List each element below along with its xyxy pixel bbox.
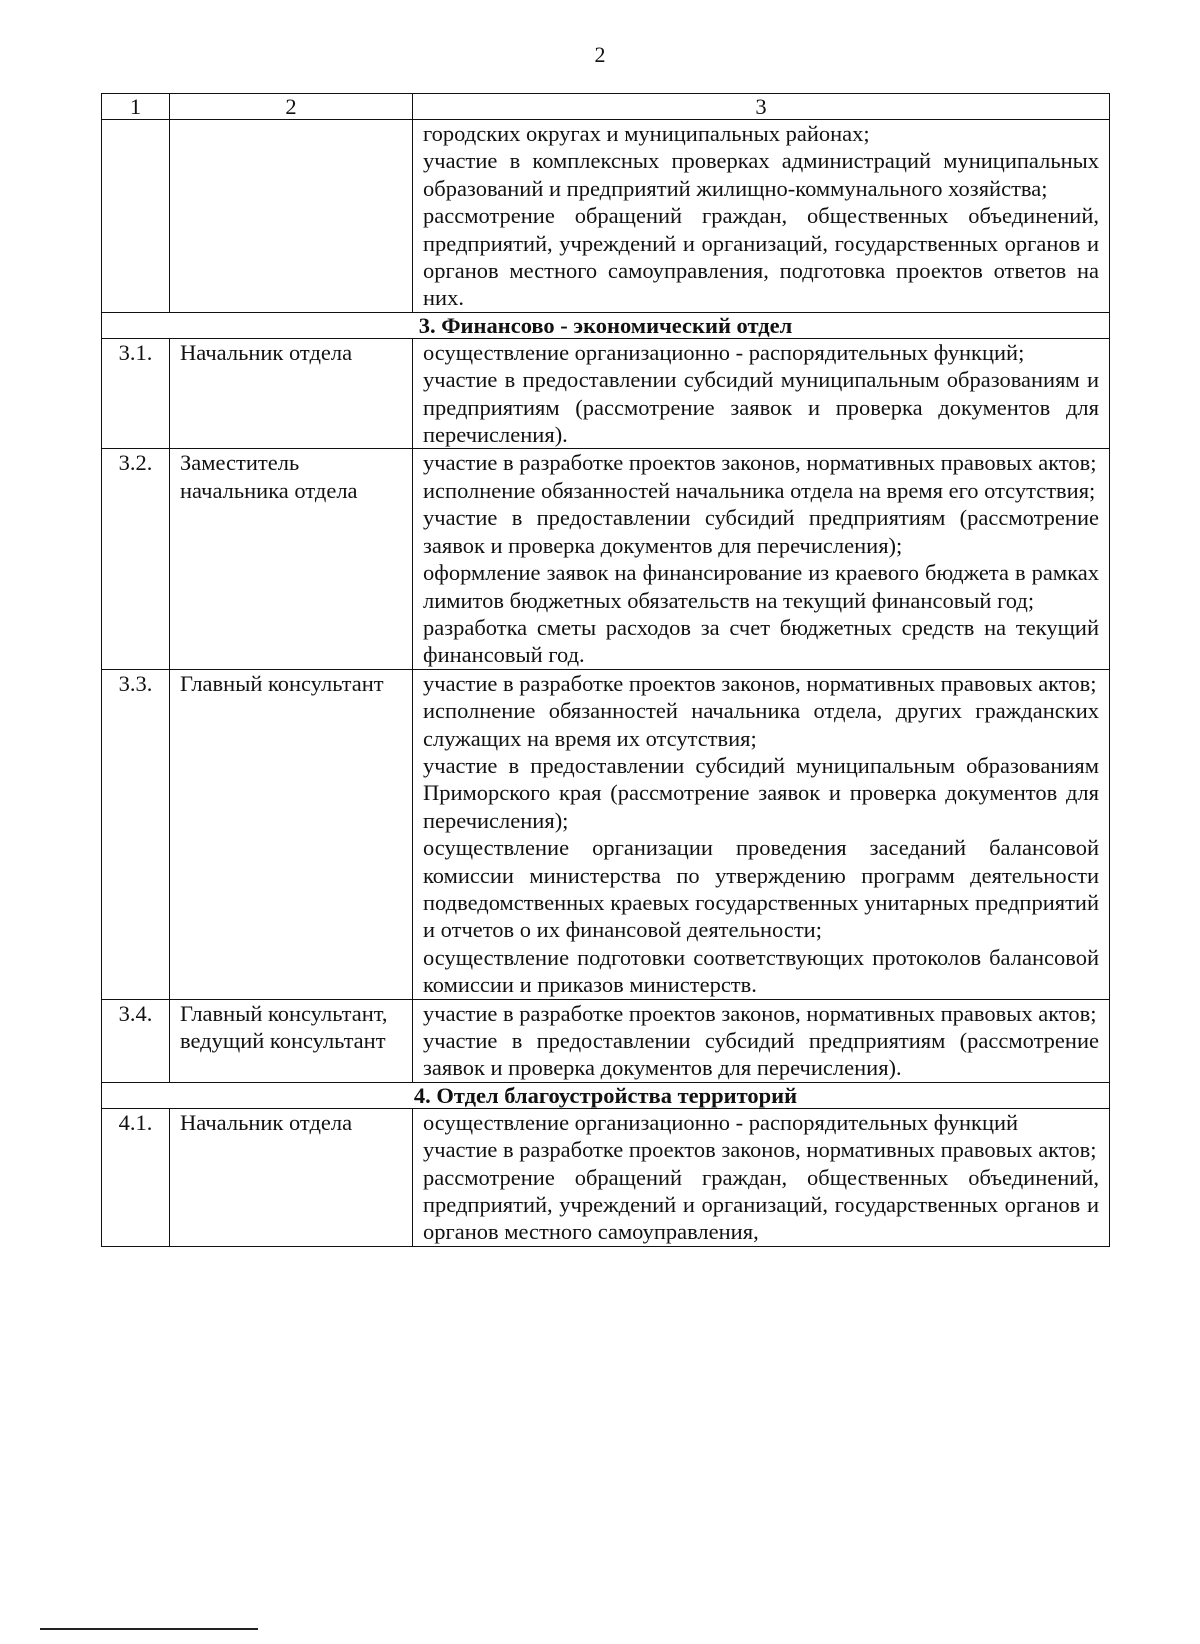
duty-item: участие в разработке проектов законов, нормативных правовых актов; [423, 450, 1097, 476]
row-number: 3.1. [102, 338, 170, 449]
position-cell: Главный консультант [170, 669, 413, 999]
section-heading-row [102, 1082, 1110, 1108]
duties-cell [413, 120, 1110, 313]
duties-cell [413, 449, 1110, 669]
duties-cell [413, 669, 1110, 999]
duty-item: осуществление организационно - распорядительных функций; [423, 339, 1025, 365]
duty-item: осуществление подготовки соответствующих протоколов балансовой комиссии и приказов министерств. [423, 944, 1099, 998]
table-row [102, 1108, 1110, 1246]
duty-item: участие в разработке проектов законов, нормативных правовых актов; [423, 1000, 1097, 1026]
duty-item: участие в предоставлении субсидий муниципальным образованиям Приморского края (рассмотрение заявок и проверка документов для перечисления); [423, 752, 1099, 833]
duty-item: осуществление организации проведения заседаний балансовой комиссии министерства по утверждению программ деятельности подведомственных краевых государственных унитарных предприятий и отчетов о их финансовой деятельности; [423, 835, 1099, 943]
duty-item: участие в предоставлении субсидий предприятиям (рассмотрение заявок и проверка документов для перечисления). [423, 1028, 1099, 1081]
duties-cell [413, 999, 1110, 1082]
position-cell: Начальник отдела [170, 338, 413, 449]
table-row [102, 999, 1110, 1082]
duties-cell [413, 1108, 1110, 1246]
row-number: 3.3. [102, 669, 170, 999]
duty-item: участие в разработке проектов законов, нормативных правовых актов; [423, 670, 1097, 696]
duty-item: разработка сметы расходов за счет бюджетных средств на текущий финансовый год. [423, 614, 1099, 668]
duty-item: рассмотрение обращений граждан, общественных объединений, предприятий, учреждений и организаций, государственных органов и органов местного самоуправления, [423, 1164, 1099, 1245]
column-header-3: 3 [413, 94, 1110, 120]
duty-item: рассмотрение обращений граждан, общественных объединений, предприятий, учреждений и организаций, государственных органов и органов местного самоуправления, подготовка проектов ответов на них. [423, 203, 1099, 311]
duty-item: участие в комплексных проверках администраций муниципальных образований и предприятий жилищно-коммунального хозяйства; [423, 148, 1099, 201]
duty-item: осуществление организационно - распорядительных функций [423, 1109, 1019, 1135]
duty-item: участие в разработке проектов законов, нормативных правовых актов; [423, 1137, 1097, 1163]
position-cell: Заместитель начальника отдела [170, 449, 413, 669]
duty-item: участие в предоставлении субсидий предприятиям (рассмотрение заявок и проверка документов для перечисления); [423, 505, 1099, 558]
duty-item: исполнение обязанностей начальника отдела, других гражданских служащих на время их отсутствия; [423, 698, 1099, 751]
section-title: 4. Отдел благоустройства территорий [102, 1082, 1110, 1108]
position-cell [170, 120, 413, 313]
column-header-1: 1 [102, 94, 170, 120]
duty-item: оформление заявок на финансирование из краевого бюджета в рамках лимитов бюджетных обязательств на текущий финансовый год; [423, 560, 1099, 613]
page-number: 2 [594, 42, 606, 67]
column-header-2: 2 [170, 94, 413, 120]
duties-cell [413, 338, 1110, 449]
row-number: 4.1. [102, 1108, 170, 1246]
table-row [102, 669, 1110, 999]
table-row [102, 338, 1110, 449]
row-number: 3.2. [102, 449, 170, 669]
section-title: 3. Финансово - экономический отдел [102, 312, 1110, 338]
row-number [102, 120, 170, 313]
duty-item: исполнение обязанностей начальника отдела на время его отсутствия; [423, 477, 1096, 503]
footnote-separator-line [40, 1628, 258, 1630]
table-header-row [102, 94, 1110, 120]
table-row [102, 449, 1110, 669]
position-cell: Начальник отдела [170, 1108, 413, 1246]
row-number: 3.4. [102, 999, 170, 1082]
duties-table [101, 93, 1110, 1247]
duty-item: участие в предоставлении субсидий муниципальным образованиям и предприятиям (рассмотрение заявок и проверка документов для перечисления). [423, 367, 1099, 448]
section-heading-row [102, 312, 1110, 338]
position-cell: Главный консультант, ведущий консультант [170, 999, 413, 1082]
duty-item: городских округах и муниципальных районах; [423, 121, 870, 146]
table-row [102, 120, 1110, 313]
